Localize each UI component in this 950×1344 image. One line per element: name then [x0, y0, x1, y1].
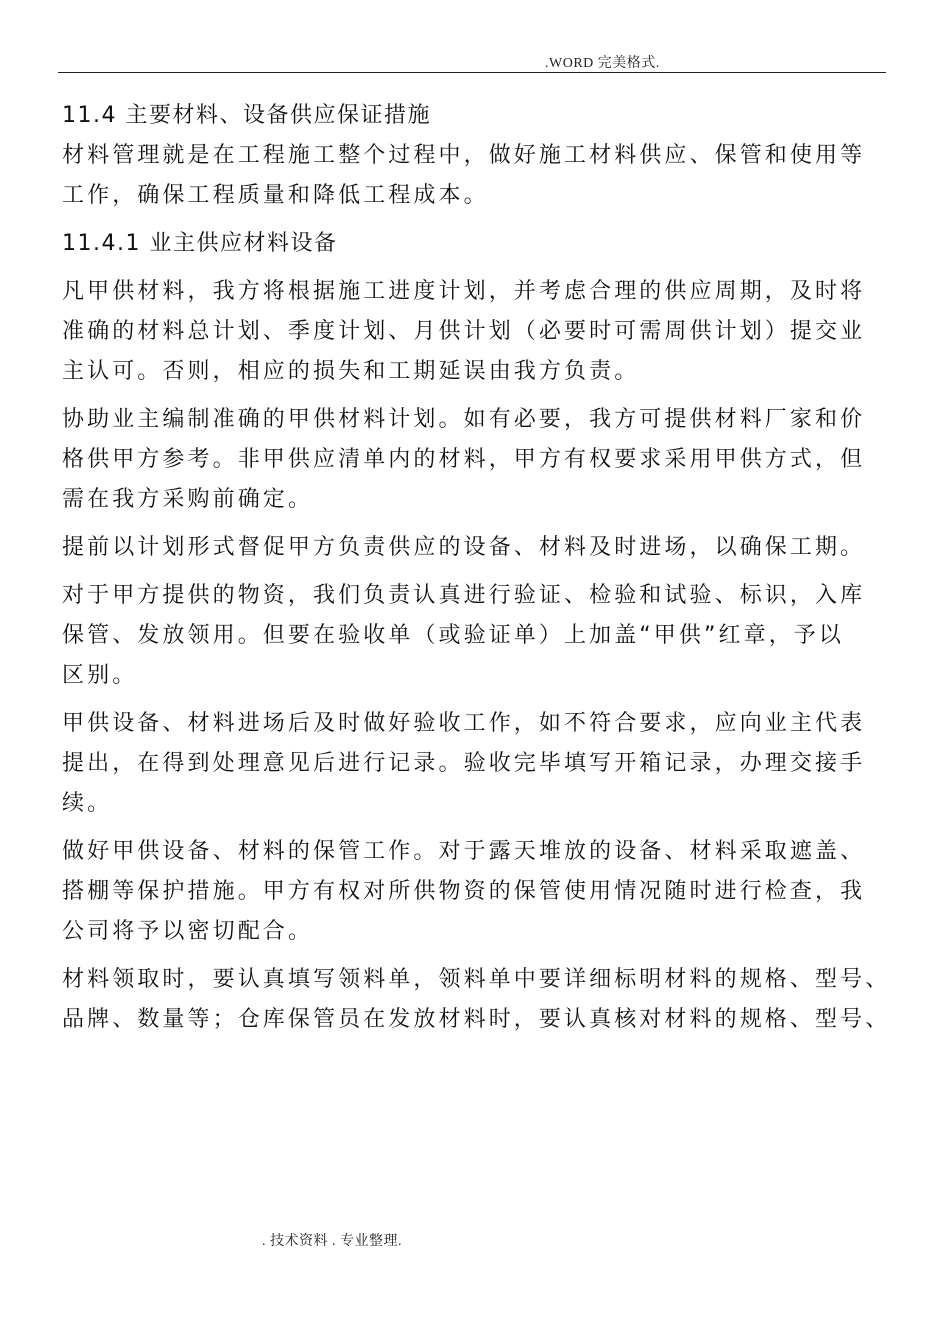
paragraph-line: 保管、发放领用。但要在验收单（或验证单）上加盖“甲供”红章，予以: [62, 623, 844, 648]
paragraph-line: 品牌、数量等；仓库保管员在发放材料时，要认真核对材料的规格、型号、: [62, 1007, 891, 1032]
page-header: .WORD 完美格式.: [545, 56, 660, 71]
paragraph-line: 续。: [62, 791, 113, 816]
paragraph-line: 工作，确保工程质量和降低工程成本。: [62, 183, 489, 208]
paragraph-line: 需在我方采购前确定。: [62, 487, 314, 512]
paragraph-line: 公司将予以密切配合。: [62, 919, 314, 944]
paragraph-line: 协助业主编制准确的甲供材料计划。如有必要，我方可提供材料厂家和价: [62, 407, 866, 432]
document-body: [62, 96, 891, 1040]
paragraph-line: 准确的材料总计划、季度计划、月供计划（必要时可需周供计划）提交业: [62, 319, 866, 344]
paragraph-line: 甲供设备、材料进场后及时做好验收工作，如不符合要求，应向业主代表: [62, 711, 866, 736]
paragraph-line: 材料管理就是在工程施工整个过程中，做好施工材料供应、保管和使用等: [62, 143, 866, 168]
header-divider: [58, 72, 886, 73]
paragraph-line: 对于甲方提供的物资，我们负责认真进行验证、检验和试验、标识，入库: [62, 583, 866, 608]
paragraph-line: 凡甲供材料，我方将根据施工进度计划，并考虑合理的供应周期，及时将: [62, 279, 866, 304]
paragraph-line: 做好甲供设备、材料的保管工作。对于露天堆放的设备、材料采取遮盖、: [62, 839, 866, 864]
paragraph-line: 格供甲方参考。非甲供应清单内的材料，甲方有权要求采用甲供方式，但: [62, 447, 866, 472]
paragraph-line: 搭棚等保护措施。甲方有权对所供物资的保管使用情况随时进行检查，我: [62, 879, 866, 904]
subsection-heading: 11.4.1 业主供应材料设备: [62, 231, 338, 256]
page-footer: . 技术资料 . 专业整理.: [262, 1234, 402, 1249]
section-heading: 11.4 主要材料、设备供应保证措施: [62, 103, 431, 128]
paragraph-line: 主认可。否则，相应的损失和工期延误由我方负责。: [62, 359, 640, 384]
paragraph-line: 区别。: [62, 663, 138, 688]
paragraph-line: 提出，在得到处理意见后进行记录。验收完毕填写开箱记录，办理交接手: [62, 751, 866, 776]
paragraph-line: 提前以计划形式督促甲方负责供应的设备、材料及时进场，以确保工期。: [62, 535, 866, 560]
paragraph-line: 材料领取时，要认真填写领料单，领料单中要详细标明材料的规格、型号、: [62, 967, 891, 992]
